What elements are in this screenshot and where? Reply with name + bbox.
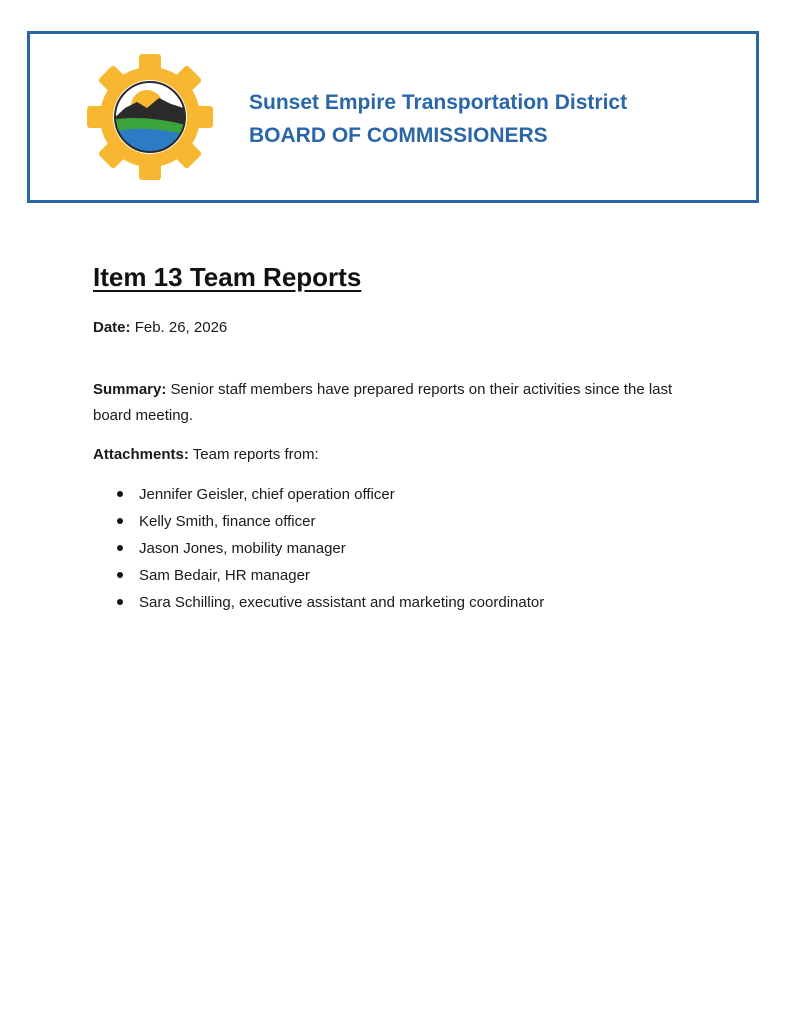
board-name: BOARD OF COMMISSIONERS: [249, 124, 548, 147]
bullet-icon: [117, 572, 123, 578]
bullet-icon: [117, 518, 123, 524]
date-line: [93, 315, 227, 341]
list-item-text: Kelly Smith, finance officer: [139, 513, 316, 530]
list-item-text: Jennifer Geisler, chief operation officer: [139, 486, 395, 503]
list-item: [115, 481, 544, 508]
summary-paragraph: [93, 377, 693, 429]
list-item-text: Sam Bedair, HR manager: [139, 567, 310, 584]
list-item: [115, 535, 544, 562]
page-title: Item 13 Team Reports: [93, 262, 362, 292]
list-item: [115, 508, 544, 535]
attachments-label: Attachments:: [93, 446, 189, 463]
summary-text: Senior staff members have prepared reports on their activities since the last board meeting.: [93, 381, 673, 424]
gear-sunset-logo-icon: [85, 52, 215, 182]
bullet-icon: [117, 599, 123, 605]
bullet-icon: [117, 491, 123, 497]
letterhead-box: [27, 31, 759, 203]
report-list: [115, 481, 544, 616]
date-value: Feb. 26, 2026: [134, 319, 228, 336]
list-item: [115, 589, 544, 616]
list-item: [115, 562, 544, 589]
bullet-icon: [117, 545, 123, 551]
org-name: Sunset Empire Transportation District: [249, 91, 628, 114]
attachments-text: Team reports from:: [192, 446, 319, 463]
list-item-text: Sara Schilling, executive assistant and marketing coordinator: [139, 594, 545, 611]
list-item-text: Jason Jones, mobility manager: [139, 540, 346, 557]
attachments-line: [93, 442, 319, 468]
summary-label: Summary:: [93, 381, 167, 398]
date-label: Date:: [93, 319, 131, 336]
